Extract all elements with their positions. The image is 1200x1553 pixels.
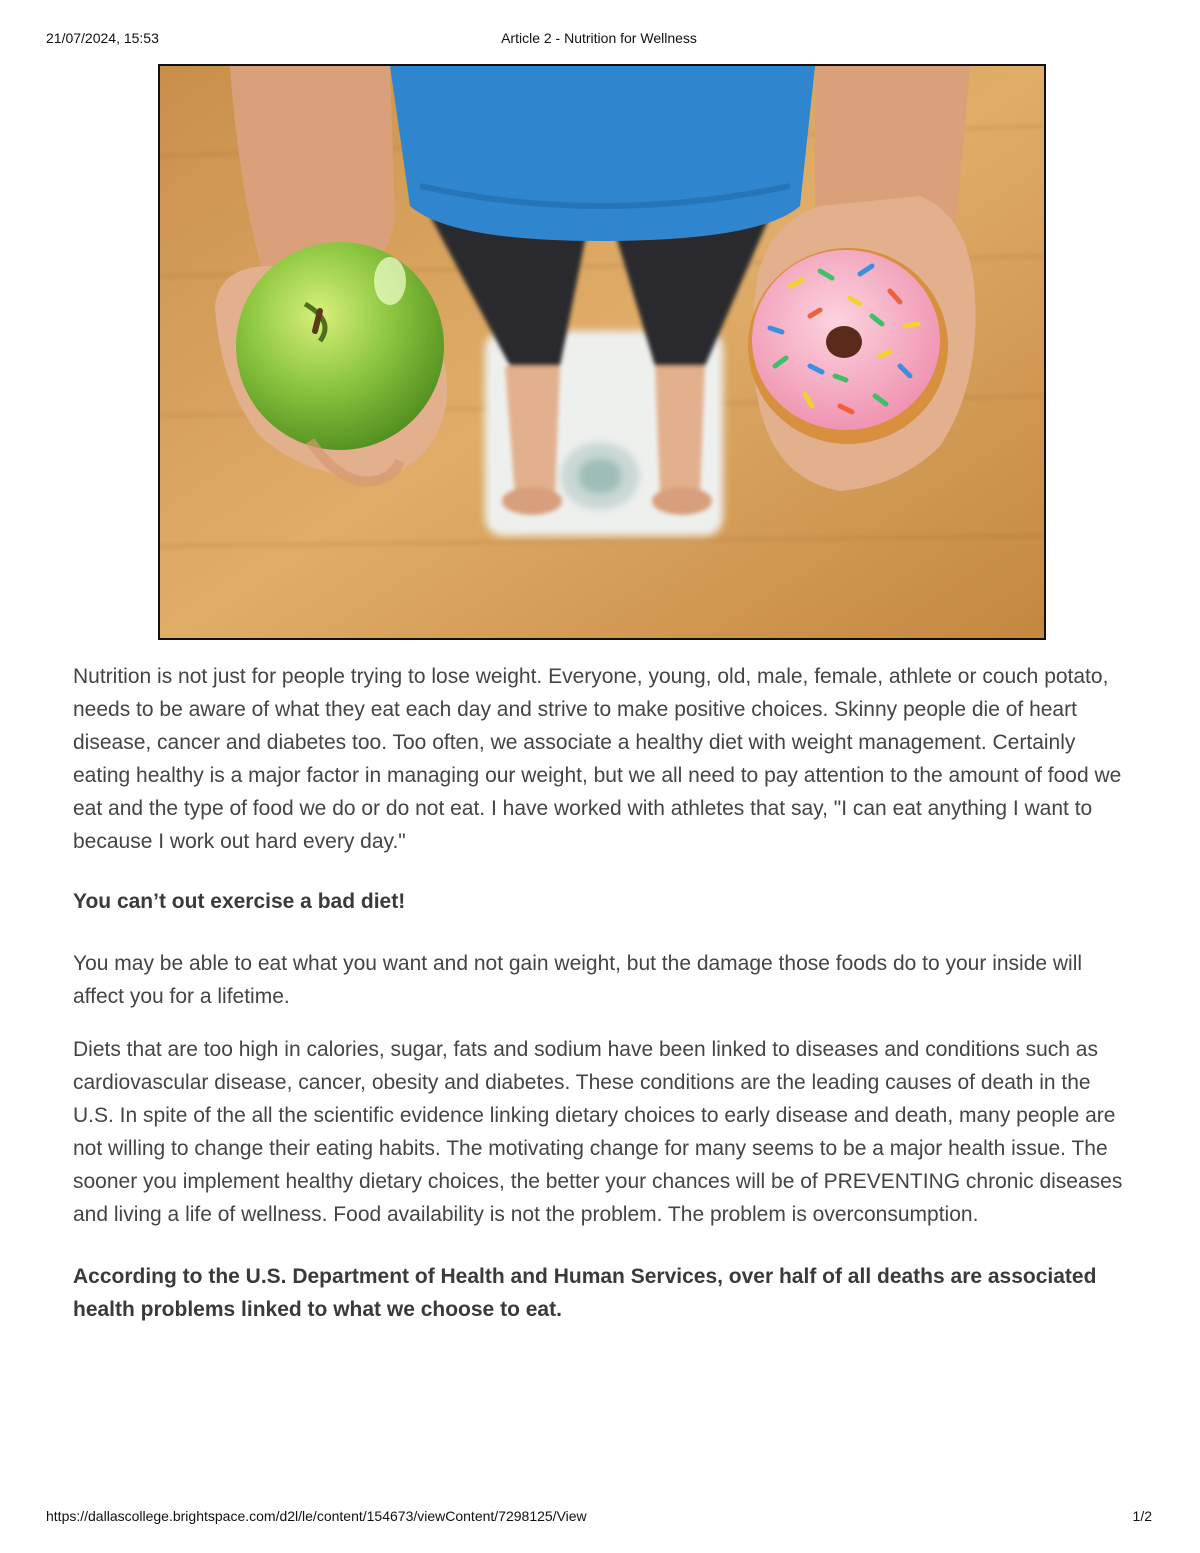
blue-shirt [390, 66, 815, 241]
print-datetime: 21/07/2024, 15:53 [46, 30, 159, 46]
intro-paragraph: Nutrition is not just for people trying to lose weight. Everyone, young, old, male, female, athlete or couch potato, needs to be aware of what they eat each day and strive to make positive choices. Skinny people die of heart disease, cancer and diabetes too. Too often, we associate a healthy diet with weight management. Certainly eating healthy is a major factor in managing our weight, but we all need to pay attention to the amount of food we eat and the type of food we do or do not eat. I have worked with athletes that say, "I can eat anything I want to because I work out hard every day." [73, 665, 1122, 853]
apple-vs-donut-photo [160, 66, 1044, 638]
page-url: https://dallascollege.brightspace.com/d2l/le/content/154673/viewContent/7298125/View [46, 1508, 587, 1524]
pink-donut [748, 248, 948, 444]
hero-image [158, 64, 1046, 640]
print-page-title: Article 2 - Nutrition for Wellness [501, 30, 697, 46]
page-number: 1/2 [1132, 1508, 1152, 1524]
bold-heading-exercise: You can’t out exercise a bad diet! [73, 890, 406, 913]
damage-paragraph: You may be able to eat what you want and not gain weight, but the damage those foods do to your inside will affect you for a lifetime. [73, 952, 1083, 1008]
green-apple [236, 242, 444, 450]
diets-paragraph: Diets that are too high in calories, sugar, fats and sodium have been linked to diseases and conditions such as cardiovascular disease, cancer, obesity and diabetes. These conditions are the leading causes of death in the U.S. In spite of the all the scientific evidence linking dietary choices to early disease and death, many people are not willing to change their eating habits. The motivating change for many seems to be a major health issue. The sooner you implement healthy dietary choices, the better your chances will be of PREVENTING chronic diseases and living a life of wellness. Food availability is not the problem. The problem is overconsumption. [73, 1038, 1123, 1226]
print-header [46, 30, 1152, 48]
bold-heading-hhs: According to the U.S. Department of Health and Human Services, over half of all deaths are associated health problems linked to what we choose to eat. [73, 1265, 1097, 1321]
article-body [73, 660, 1133, 1326]
print-footer [46, 1508, 1152, 1526]
